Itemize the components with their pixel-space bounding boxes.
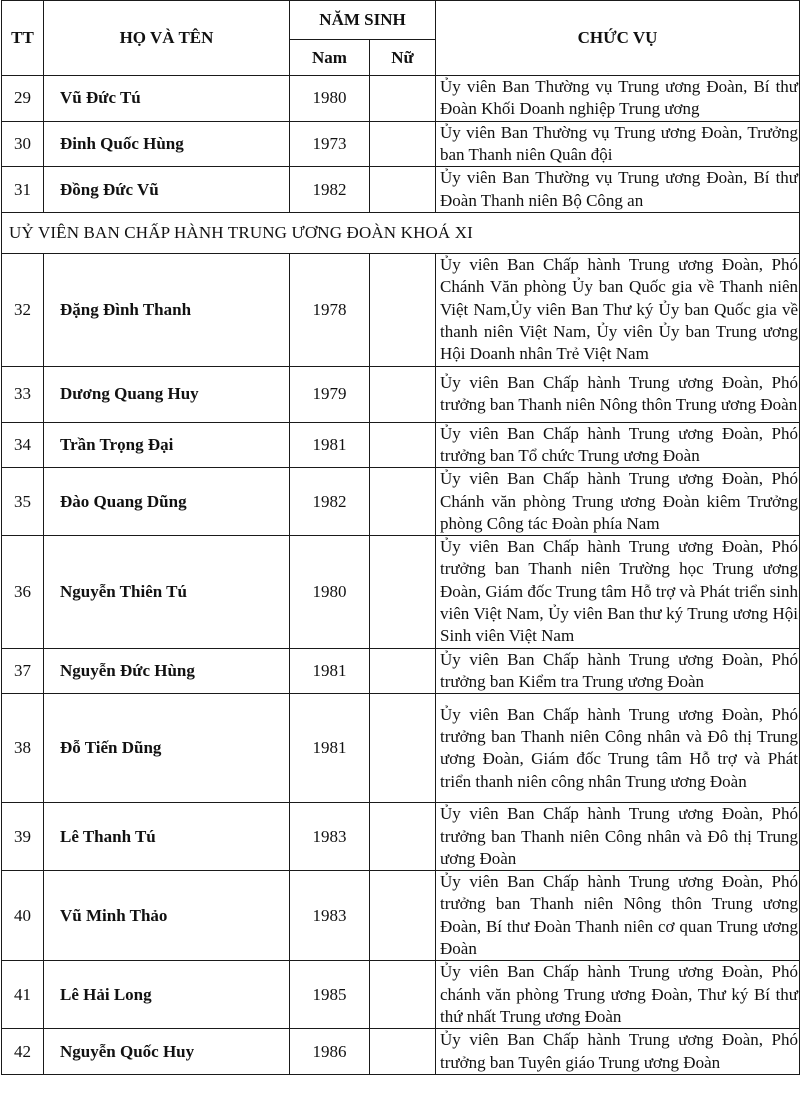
header-nam-sinh: NĂM SINH [290,1,436,40]
header-nu: Nữ [370,40,436,76]
table-row [2,871,800,961]
cell-nu [370,1029,436,1075]
section-block [2,213,800,254]
cell-chuc-vu: Ủy viên Ban Chấp hành Trung ương Đoàn, Phó trưởng ban Thanh niên Nông thôn Trung ương Đoàn, Bí thư Đoàn Thanh niên cơ quan Trung ương Đoàn [436,871,800,961]
cell-nam: 1982 [290,468,370,536]
cell-nam: 1986 [290,1029,370,1075]
cell-tt: 40 [2,871,44,961]
cell-nu [370,121,436,167]
cell-chuc-vu: Ủy viên Ban Chấp hành Trung ương Đoàn, Phó Chánh văn phòng Trung ương Đoàn kiêm Trưởng phòng Công tác Đoàn phía Nam [436,468,800,536]
cell-chuc-vu: Ủy viên Ban Chấp hành Trung ương Đoàn, Phó trưởng ban Tuyên giáo Trung ương Đoàn [436,1029,800,1075]
table-row [2,803,800,871]
table-row [2,536,800,648]
cell-nu [370,536,436,648]
cell-nam: 1985 [290,961,370,1029]
header-chuc-vu: CHỨC VỤ [436,1,800,76]
cell-nam: 1980 [290,536,370,648]
table-row [2,961,800,1029]
cell-nu [370,468,436,536]
cell-tt: 37 [2,648,44,694]
cell-name: Trần Trọng Đại [44,422,290,468]
section-title: UỶ VIÊN BAN CHẤP HÀNH TRUNG ƯƠNG ĐOÀN KHOÁ XI [2,213,800,254]
cell-chuc-vu: Ủy viên Ban Thường vụ Trung ương Đoàn, Bí thư Đoàn Thanh niên Bộ Công an [436,167,800,213]
table-row [2,1029,800,1075]
group1-rows [2,76,800,213]
cell-nu [370,648,436,694]
cell-nam: 1978 [290,254,370,366]
cell-tt: 30 [2,121,44,167]
header-nam: Nam [290,40,370,76]
cell-nam: 1983 [290,803,370,871]
cell-nam: 1983 [290,871,370,961]
table-row [2,468,800,536]
cell-chuc-vu: Ủy viên Ban Chấp hành Trung ương Đoàn, Phó trưởng ban Kiểm tra Trung ương Đoàn [436,648,800,694]
cell-chuc-vu: Ủy viên Ban Chấp hành Trung ương Đoàn, Phó trưởng ban Thanh niên Trường học Trung ương Đoàn, Giám đốc Trung tâm Hỗ trợ và Phát triển sinh viên Việt Nam, Ủy viên Ban thư ký Trung ương Hội Sinh viên Việt Nam [436,536,800,648]
cell-tt: 33 [2,366,44,422]
cell-tt: 34 [2,422,44,468]
cell-tt: 29 [2,76,44,122]
cell-nu [370,961,436,1029]
cell-name: Lê Thanh Tú [44,803,290,871]
cell-nam: 1981 [290,648,370,694]
cell-nu [370,422,436,468]
cell-tt: 31 [2,167,44,213]
cell-chuc-vu: Ủy viên Ban Chấp hành Trung ương Đoàn, Phó trưởng ban Thanh niên Công nhân và Đô thị Trung ương Đoàn [436,803,800,871]
cell-name: Dương Quang Huy [44,366,290,422]
cell-nu [370,694,436,803]
table-row [2,167,800,213]
table-row [2,121,800,167]
group2-rows [2,254,800,1075]
cell-name: Vũ Đức Tú [44,76,290,122]
table-row [2,254,800,366]
cell-name: Vũ Minh Thảo [44,871,290,961]
cell-tt: 41 [2,961,44,1029]
cell-name: Đỗ Tiến Dũng [44,694,290,803]
cell-nu [370,254,436,366]
table-header [2,1,800,76]
cell-nam: 1981 [290,694,370,803]
section-row [2,213,800,254]
cell-name: Lê Hải Long [44,961,290,1029]
cell-nu [370,76,436,122]
cell-nam: 1980 [290,76,370,122]
cell-chuc-vu: Ủy viên Ban Chấp hành Trung ương Đoàn, Phó chánh văn phòng Trung ương Đoàn, Thư ký Bí thư thứ nhất Trung ương Đoàn [436,961,800,1029]
cell-nu [370,366,436,422]
cell-chuc-vu: Ủy viên Ban Chấp hành Trung ương Đoàn, Phó trưởng ban Thanh niên Công nhân và Đô thị Trung ương Đoàn, Giám đốc Trung tâm Hỗ trợ và Phát triển thanh niên công nhân Trung ương Đoàn [436,694,800,803]
cell-nu [370,803,436,871]
table-row [2,694,800,803]
cell-name: Đồng Đức Vũ [44,167,290,213]
table-row [2,366,800,422]
cell-tt: 42 [2,1029,44,1075]
cell-name: Đinh Quốc Hùng [44,121,290,167]
cell-nu [370,871,436,961]
cell-nam: 1982 [290,167,370,213]
cell-chuc-vu: Ủy viên Ban Thường vụ Trung ương Đoàn, Trưởng ban Thanh niên Quân đội [436,121,800,167]
cell-name: Nguyễn Quốc Huy [44,1029,290,1075]
cell-tt: 36 [2,536,44,648]
cell-nu [370,167,436,213]
members-table [1,0,800,1075]
cell-tt: 39 [2,803,44,871]
cell-tt: 32 [2,254,44,366]
cell-nam: 1973 [290,121,370,167]
table-row [2,648,800,694]
cell-name: Nguyễn Đức Hùng [44,648,290,694]
cell-nam: 1979 [290,366,370,422]
cell-tt: 35 [2,468,44,536]
table-row [2,422,800,468]
cell-chuc-vu: Ủy viên Ban Chấp hành Trung ương Đoàn, Phó trưởng ban Tổ chức Trung ương Đoàn [436,422,800,468]
cell-nam: 1981 [290,422,370,468]
cell-chuc-vu: Ủy viên Ban Chấp hành Trung ương Đoàn, Phó Chánh Văn phòng Ủy ban Quốc gia về Thanh niên Việt Nam,Ủy viên Ban Thư ký Ủy ban Quốc gia về thanh niên Việt Nam, Ủy viên Ủy ban Trung ương Hội Doanh nhân Trẻ Việt Nam [436,254,800,366]
header-tt: TT [2,1,44,76]
cell-name: Đặng Đình Thanh [44,254,290,366]
cell-chuc-vu: Ủy viên Ban Chấp hành Trung ương Đoàn, Phó trưởng ban Thanh niên Nông thôn Trung ương Đoàn [436,366,800,422]
table-row [2,76,800,122]
cell-chuc-vu: Ủy viên Ban Thường vụ Trung ương Đoàn, Bí thư Đoàn Khối Doanh nghiệp Trung ương [436,76,800,122]
cell-name: Nguyễn Thiên Tú [44,536,290,648]
cell-tt: 38 [2,694,44,803]
header-ho-ten: HỌ VÀ TÊN [44,1,290,76]
cell-name: Đào Quang Dũng [44,468,290,536]
